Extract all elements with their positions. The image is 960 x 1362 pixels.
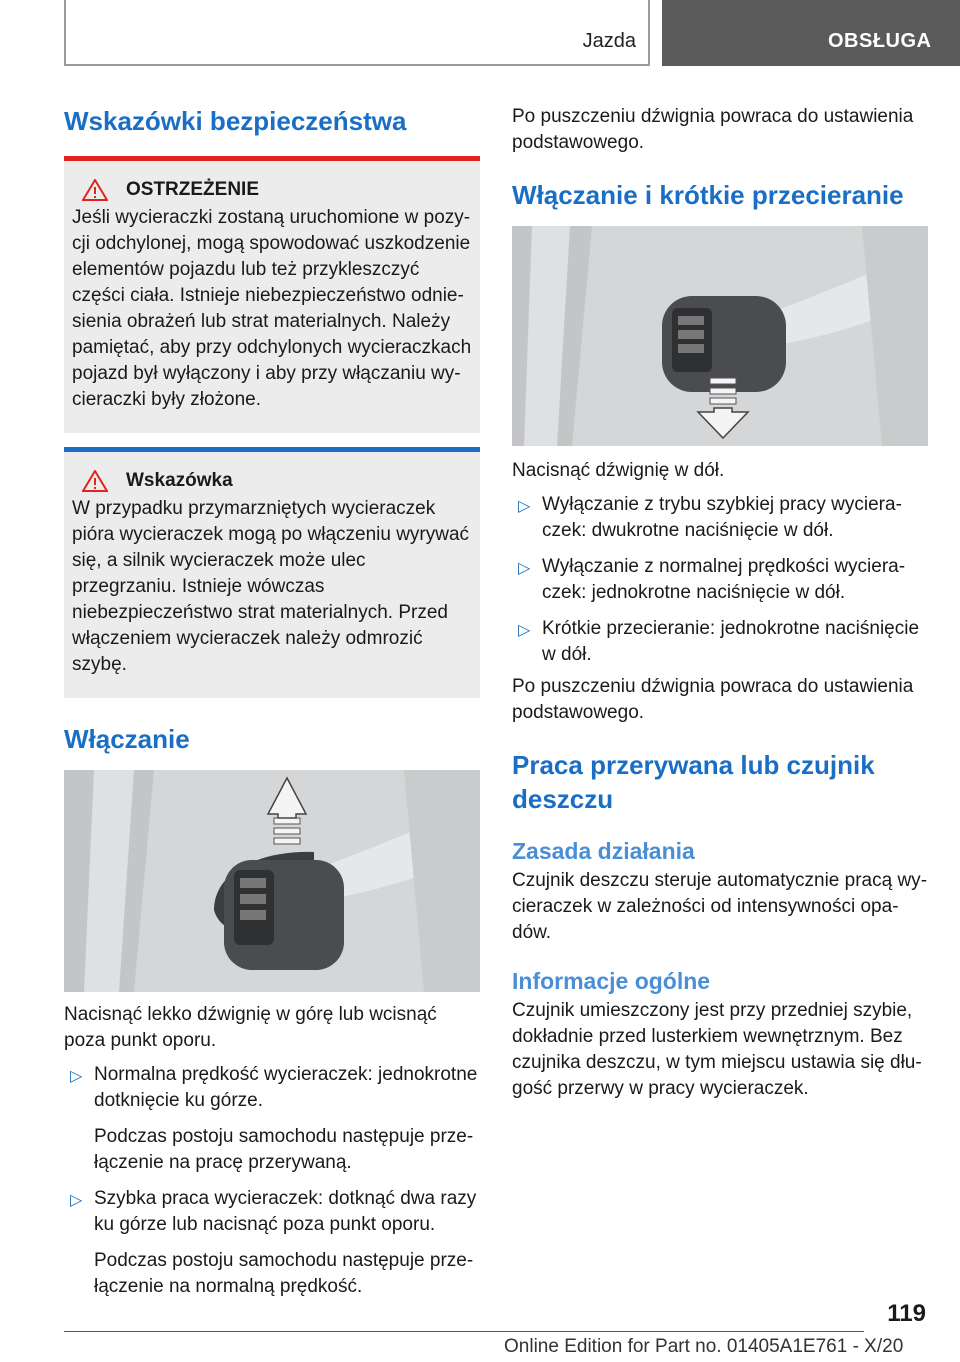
list-item-note: Podczas postoju samochodu następuje przełączenie na normalną prędkość. xyxy=(94,1250,474,1297)
list-item xyxy=(512,492,928,544)
warning-label: OSTRZEŻENIE xyxy=(126,179,260,200)
footer-divider xyxy=(64,1331,864,1332)
list-item xyxy=(512,616,928,668)
switch-on-list xyxy=(64,1062,480,1300)
wiper-lever-up-image xyxy=(64,770,480,992)
general-text: Czujnik umieszczony jest przy przedniej szybie, dokładnie przed lusterkiem wewnętrznym. Bez czujnika deszczu, w tym miejscu ustawia się długość przerwy w pracy wycieraczek. xyxy=(512,1000,922,1099)
after-text: Po puszczeniu dźwignia powraca do ustawienia podstawowego. xyxy=(512,676,914,723)
bullet-arrow-icon: ▷ xyxy=(70,1192,83,1209)
list-item-text: Normalna prędkość wycieraczek: jednokrotne dotknięcie ku górze. xyxy=(94,1064,478,1111)
footer-edition: Online Edition for Part no. 01405A1E761 - X/20 xyxy=(504,1336,904,1357)
left-column xyxy=(64,100,480,1300)
principle-subheading: Zasada działania xyxy=(512,838,695,864)
list-item-text: Wyłączanie z normalnej prędkości wycieraczek: jednokrotne naciśnięcie w dół. xyxy=(542,556,906,603)
flick-caption: Nacisnąć dźwignię w dół. xyxy=(512,460,725,481)
header-chapter-tab xyxy=(662,0,960,66)
list-item xyxy=(512,554,928,606)
bullet-arrow-icon: ▷ xyxy=(518,498,531,515)
notice-label: Wskazówka xyxy=(126,470,233,491)
bullet-arrow-icon: ▷ xyxy=(70,1068,83,1085)
header-section-box xyxy=(64,0,650,66)
flick-heading: Włączanie i krótkie przecieranie xyxy=(512,180,904,210)
notice-box xyxy=(64,447,480,698)
interval-heading: Praca przerywana lub czujnik deszczu xyxy=(512,750,875,814)
general-subheading: Informacje ogólne xyxy=(512,968,711,994)
wiper-lever-down-image xyxy=(512,226,928,446)
bullet-arrow-icon: ▷ xyxy=(518,560,531,577)
list-item-text: Wyłączanie z trybu szybkiej pracy wycieraczek: dwukrotne naciśnięcie w dół. xyxy=(542,494,902,541)
list-item-text: Szybka praca wycieraczek: dotknąć dwa razy ku górze lub nacisnąć poza punkt oporu. xyxy=(94,1188,477,1235)
notice-triangle-icon xyxy=(82,470,108,492)
safety-heading: Wskazówki bezpieczeństwa xyxy=(64,106,407,136)
switch-on-caption: Nacisnąć lekko dźwignię w górę lub wcisnąć poza punkt oporu. xyxy=(64,1004,437,1051)
header-section: Jazda xyxy=(582,30,636,52)
warning-text: Jeśli wycieraczki zostaną uruchomione w pozycji odchylonej, mogą spowodować uszkodzenie elementów pojazdu lub też przykleszczyć części ciała. Istnieje niebezpieczeństwo odniesienia obrażeń lub strat materialnych. Należy pamiętać, aby przy odchylonych wycieraczkach pojazd był wyłączony i aby przy włączaniu wycieraczki były złożone. xyxy=(72,207,472,410)
notice-text: W przypadku przymarzniętych wycieraczek pióra wycieraczek mogą po włączeniu wyrywać się, a silnik wycieraczek może ulec przegrzaniu. Istnieje wówczas niebezpieczeństwo strat materialnych. Przed włączeniem wycieraczek należy odmrozić szybę. xyxy=(72,498,470,675)
warning-triangle-icon xyxy=(82,179,108,201)
list-item-text: Krótkie przecieranie: jednokrotne naciśnięcie w dół. xyxy=(542,618,920,665)
bullet-arrow-icon: ▷ xyxy=(518,622,531,639)
intro-text: Po puszczeniu dźwignia powraca do ustawienia podstawowego. xyxy=(512,106,914,153)
page-number: 119 xyxy=(887,1300,926,1327)
list-item-note: Podczas postoju samochodu następuje przełączenie na pracę przerywaną. xyxy=(94,1126,474,1173)
header-chapter: OBSŁUGA xyxy=(828,30,932,52)
principle-text: Czujnik deszczu steruje automatycznie pracą wycieraczek w zależności od intensywności opadów. xyxy=(512,870,928,943)
list-item xyxy=(64,1186,480,1238)
right-column xyxy=(512,100,928,1102)
flick-list xyxy=(512,492,928,668)
switch-on-heading: Włączanie xyxy=(64,724,190,754)
warning-box xyxy=(64,156,480,433)
list-item xyxy=(64,1062,480,1114)
